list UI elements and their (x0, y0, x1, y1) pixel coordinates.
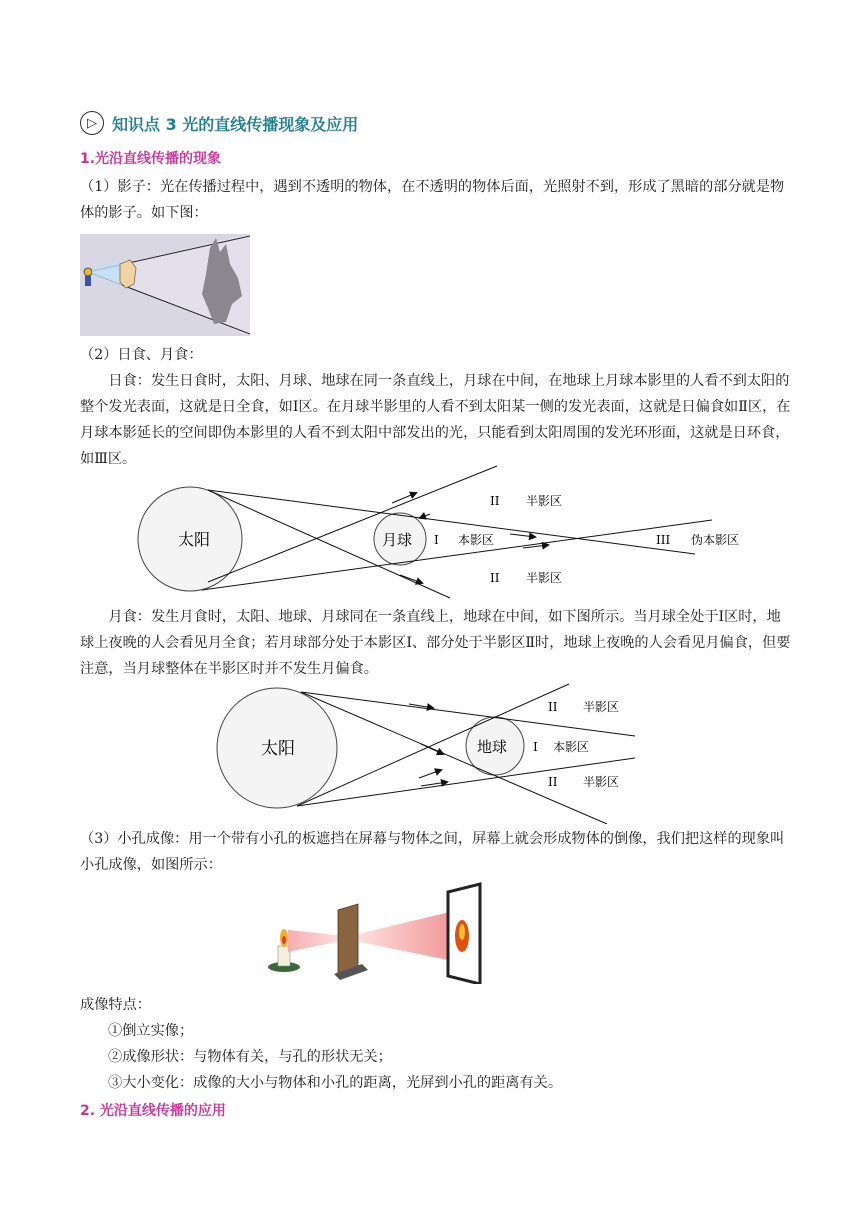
pinhole-paragraph: （3）小孔成像：用一个带有小孔的板遮挡在屏幕与物体之间，屏幕上就会形成物体的倒像，我们把这样的现象叫小孔成像，如图所示： (80, 831, 785, 873)
knowledge-point-text: 知识点 3 光的直线传播现象及应用 (112, 114, 359, 134)
earth-label: 地球 (477, 738, 508, 756)
lunar-eclipse-diagram (215, 678, 645, 824)
moon-label: 月球 (382, 531, 413, 549)
solar-eclipse-diagram (130, 462, 770, 602)
zone2-bottom-roman: II (490, 571, 500, 585)
lunar-eclipse-paragraph: 月食：发生月食时，太阳、地球、月球同在一条直线上，地球在中间，如下图所示。当月球全处于Ⅰ区时，地球上夜晚的人会看见月全食；若月球部分处于本影区Ⅰ、部分处于半影区Ⅱ时，地球上夜晚的人会看见月偏食，但要注意，当月球整体在半影区时并不发生月偏食。 (80, 609, 791, 677)
knowledge-point-title (80, 108, 358, 138)
lunar-zone2-top-label: 半影区 (583, 700, 620, 714)
lunar-zone2-top-roman: II (548, 700, 558, 714)
shadow-illustration (80, 234, 250, 336)
zone2-top-roman: II (490, 494, 500, 508)
section-2-heading: 2. 光沿直线传播的应用 (80, 1103, 226, 1119)
solar-eclipse-paragraph: 日食：发生日食时，太阳、月球、地球在同一条直线上，月球在中间，在地球上月球本影里的人看不到太阳的整个发光表面，这就是日全食，如Ⅰ区。在月球半影里的人看不到太阳某一侧的发光表面，这就是日偏食如Ⅱ区，在月球本影延长的空间即伪本影里的人看不到太阳中部发出的光，只能看到太阳周围的发光环形面，这就是日环食，如Ⅲ区。 (80, 373, 791, 467)
sun-label: 太阳 (178, 530, 211, 549)
zone1-roman: I (434, 533, 439, 547)
lunar-zone2-bottom-label: 半影区 (583, 775, 620, 789)
section-1-heading: 1.光沿直线传播的现象 (80, 151, 222, 167)
feature-item: ①倒立实像； (108, 1023, 194, 1039)
zone3-label: 伪本影区 (691, 533, 740, 547)
lunar-zone1-label: 本影区 (553, 740, 590, 754)
shadow-paragraph: （1）影子：光在传播过程中，遇到不透明的物体，在不透明的物体后面，光照射不到，形成了黑暗的部分就是物体的影子。如下图： (80, 179, 785, 221)
sun-label-lunar: 太阳 (261, 739, 295, 759)
features-label: 成像特点： (80, 997, 151, 1013)
pinhole-illustration (258, 880, 488, 984)
lunar-zone1-roman: I (533, 740, 538, 754)
lunar-zone2-bottom-roman: II (548, 775, 558, 789)
feature-item: ②成像形状：与物体有关，与孔的形状无关； (108, 1049, 392, 1065)
eclipse-label: （2）日食、月食： (80, 347, 203, 363)
zone3-roman: III (656, 533, 671, 547)
feature-item: ③大小变化：成像的大小与物体和小孔的距离，光屏到小孔的距离有关。 (108, 1075, 563, 1091)
zone2-top-label: 半影区 (526, 494, 563, 508)
zone2-bottom-label: 半影区 (526, 571, 563, 585)
play-circle-icon: ▷ (80, 111, 104, 135)
zone1-label: 本影区 (458, 533, 495, 547)
